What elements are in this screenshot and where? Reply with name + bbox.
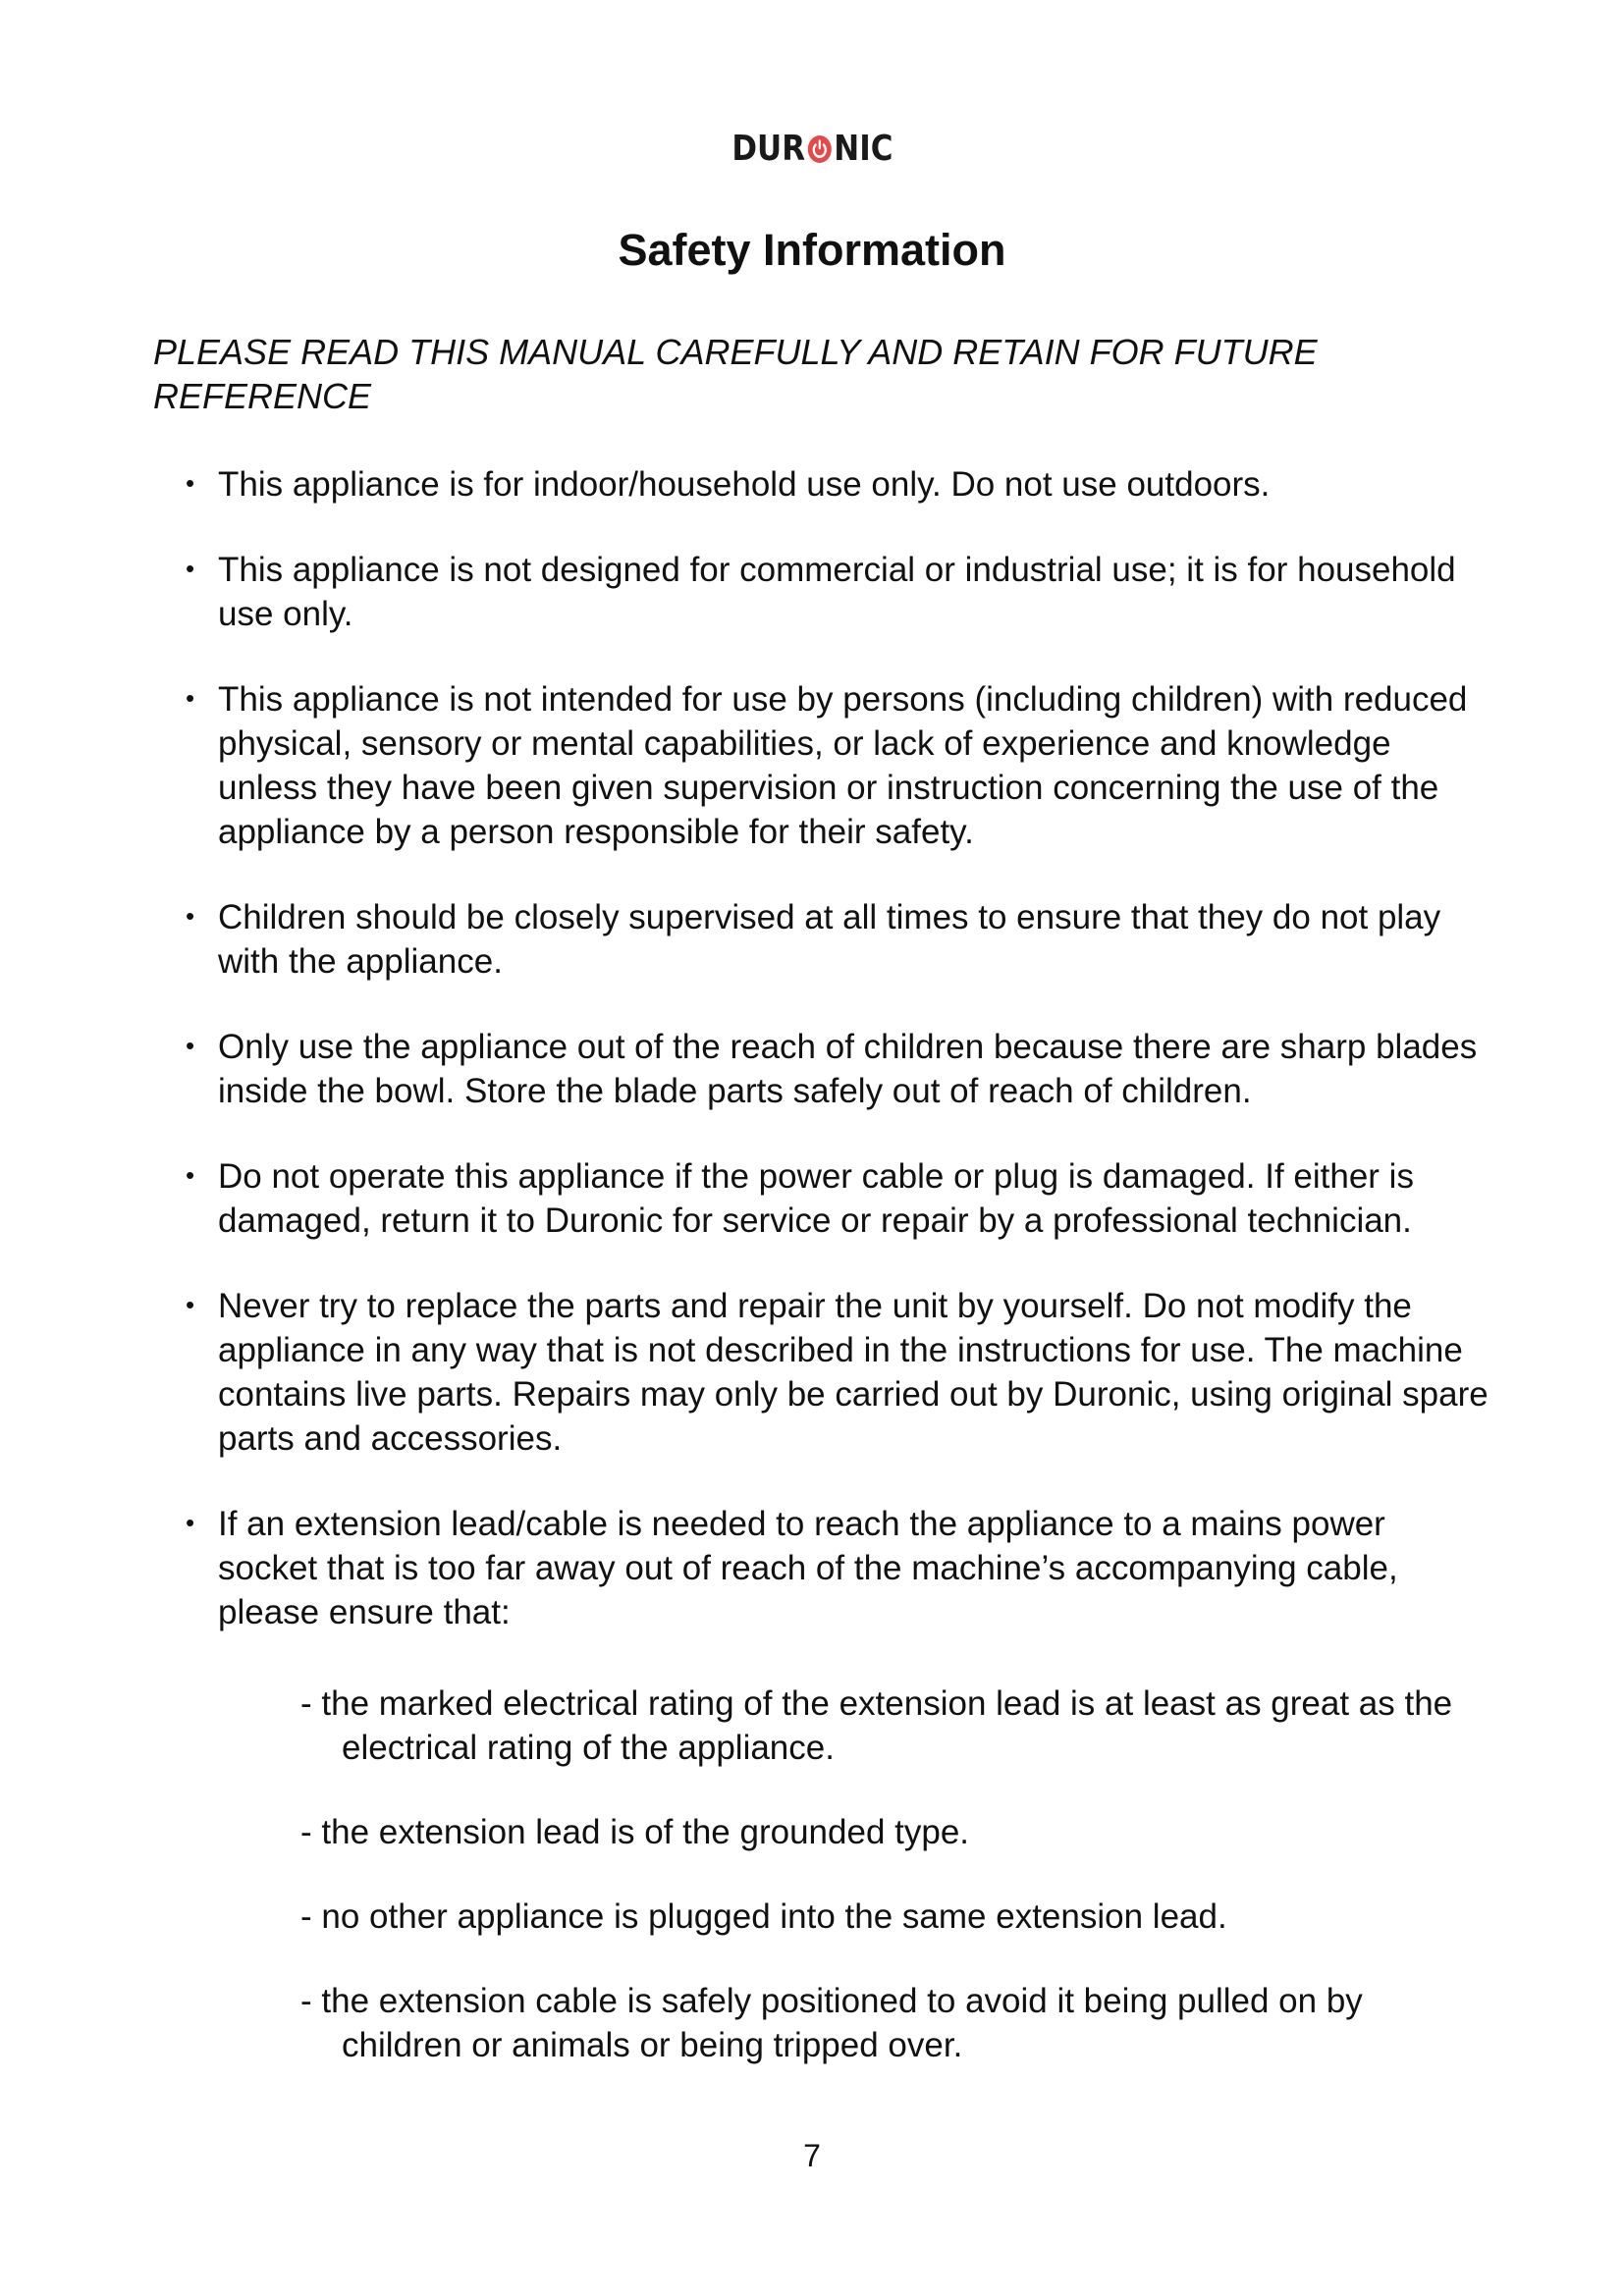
bullet-dot: •: [186, 1290, 195, 1319]
checklist-item: - the extension cable is safely positioned to avoid it being pulled on by children or animals or being tripped over.: [300, 1982, 1363, 2064]
power-icon: [806, 134, 832, 164]
logo-text-end: NIC: [833, 129, 893, 169]
bullet-text: This appliance is for indoor/household use only. Do not use outdoors.: [218, 465, 1271, 504]
page-title: Safety Information: [618, 225, 1006, 275]
checklist-item: - the marked electrical rating of the extension lead is at least as great as the electrical rating of the appliance.: [300, 1684, 1453, 1767]
brand-logo: [0, 129, 1624, 169]
bullet-text: This appliance is not designed for commercial or industrial use; it is for household use only.: [218, 551, 1456, 633]
safety-bullet-item: [153, 461, 1489, 507]
safety-bullet-item: [153, 1283, 1489, 1461]
bullet-text: Do not operate this appliance if the power cable or plug is damaged. If either is damaged, return it to Duronic for service or repair by a professional technician.: [218, 1157, 1414, 1240]
safety-bullet-list: [153, 461, 1489, 2067]
bullet-dot: •: [186, 901, 195, 931]
logo-text-start: DUR: [731, 129, 805, 169]
bullet-dot: •: [186, 468, 195, 498]
safety-bullet-item: [153, 676, 1489, 854]
safety-bullet-item: [153, 547, 1489, 636]
bullet-dot: •: [186, 1031, 195, 1060]
bullet-text: Never try to replace the parts and repair the unit by yourself. Do not modify the appliance in any way that is not described in the instructions for use. The machine contains live parts. Repairs may only be carried out by Duronic, using original spare parts and accessories.: [218, 1287, 1489, 1458]
safety-bullet-item: [153, 1024, 1489, 1113]
bullet-text: Only use the appliance out of the reach of children because there are sharp blades inside the bowl. Store the blade parts safely out of reach of children.: [218, 1028, 1478, 1110]
bullet-dot: •: [186, 1160, 195, 1190]
checklist-item: - no other appliance is plugged into the same extension lead.: [300, 1897, 1227, 1936]
page-number: 7: [803, 2138, 821, 2173]
checklist-item: - the extension lead is of the grounded type.: [300, 1813, 970, 1851]
safety-bullet-item: [153, 1153, 1489, 1243]
bullet-text: If an extension lead/cable is needed to reach the appliance to a mains power socket that is too far away out of reach of the machine’s accompanying cable, please ensure that:: [218, 1505, 1398, 1631]
safety-bullet-item: [153, 894, 1489, 984]
extension-lead-checklist: [218, 1682, 1489, 2067]
bullet-dot: •: [186, 554, 195, 583]
bullet-text: This appliance is not intended for use by persons (including children) with reduced physical, sensory or mental capabilities, or lack of experience and knowledge unless they have been given supervision or instruction concerning the use of the appliance by a person responsible for their safety.: [218, 680, 1468, 851]
logo-wordmark: [731, 129, 893, 169]
bullet-text: Children should be closely supervised at all times to ensure that they do not play with the appliance.: [218, 898, 1441, 981]
bullet-dot: •: [186, 683, 195, 713]
safety-bullet-item: [153, 1501, 1489, 2067]
intro-notice: PLEASE READ THIS MANUAL CAREFULLY AND RETAIN FOR FUTURE REFERENCE: [153, 332, 1318, 416]
bullet-dot: •: [186, 1508, 195, 1537]
